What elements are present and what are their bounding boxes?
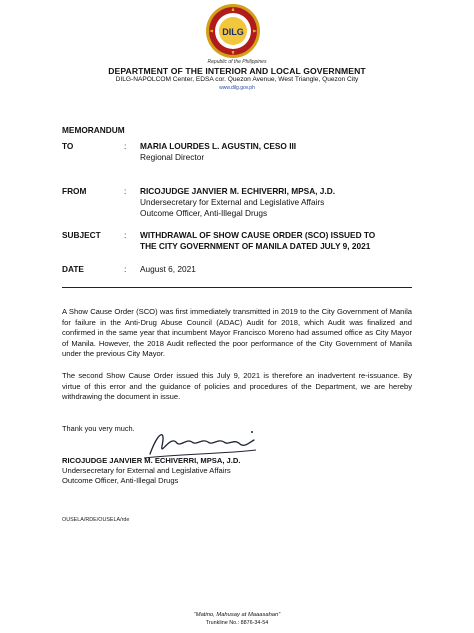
date-value: August 6, 2021 xyxy=(140,264,196,274)
closing-line: Thank you very much. xyxy=(62,424,135,433)
subject-line-1: WITHDRAWAL OF SHOW CAUSE ORDER (SCO) ISSUED TO xyxy=(140,230,376,240)
date-label: DATE xyxy=(62,264,84,274)
logo-text: DILG xyxy=(222,27,244,37)
footer-motto: “Matino, Mahusay at Maaasahan” xyxy=(193,612,281,618)
subject-value xyxy=(140,230,440,252)
footer-trunkline: Trunkline No.: 8876-34-54 xyxy=(205,620,269,626)
signatory-name: RICOJUDGE JANVIER M. ECHIVERRI, MPSA, J.D. xyxy=(62,456,241,465)
body-paragraph-2: The second Show Cause Order issued this July 9, 2021 is therefore an inadvertent re-issuance. By virtue of this error and the guidance of policies and procedures of the Department, we are hereby withdrawing the document in issue. xyxy=(62,371,412,402)
to-label: TO xyxy=(62,141,74,151)
from-label: FROM xyxy=(62,186,87,196)
republic-line: Republic of the Philippines xyxy=(207,59,267,65)
reference-initials: OUSELA/RDE/OUSELA/rde xyxy=(62,517,130,523)
website-link[interactable]: www.dilg.gov.ph xyxy=(219,85,255,91)
memo-title: MEMORANDUM xyxy=(62,125,125,135)
to-value xyxy=(140,141,400,163)
colon: : xyxy=(124,186,127,196)
colon: : xyxy=(124,141,127,151)
from-name: RICOJUDGE JANVIER M. ECHIVERRI, MPSA, J.D. xyxy=(140,186,336,196)
to-position: Regional Director xyxy=(140,152,205,162)
department-address: DILG-NAPOLCOM Center, EDSA cor. Quezon Avenue, West Triangle, Quezon City xyxy=(115,76,359,83)
separator-line xyxy=(62,287,412,288)
signatory-position-1: Undersecretary for External and Legislative Affairs xyxy=(62,466,231,475)
body-paragraph-1: A Show Cause Order (SCO) was first immediately transmitted in 2019 to the City Government of Manila for failure in the Anti-Drug Abuse Council (ADAC) Audit for 2018, which Audit was finalized and confirmed in the same year that incumbent Mayor Francisco Moreno had assumed office as City Mayor of Manila. However, the 2018 Audit reflected the poor performance of the City Government of Manila under the previous City Mayor. xyxy=(62,307,412,359)
colon: : xyxy=(124,230,127,240)
from-position-2: Outcome Officer, Anti-Illegal Drugs xyxy=(140,208,268,218)
from-value xyxy=(140,186,400,219)
to-name: MARIA LOURDES L. AGUSTIN, CESO III xyxy=(140,141,297,151)
dilg-seal-logo xyxy=(205,3,261,59)
subject-line-2: THE CITY GOVERNMENT OF MANILA DATED JULY 9, 2021 xyxy=(140,241,371,251)
signatory-block xyxy=(62,456,240,486)
subject-label: SUBJECT xyxy=(62,230,101,240)
from-position-1: Undersecretary for External and Legislative Affairs xyxy=(140,197,325,207)
colon: : xyxy=(124,264,127,274)
signatory-position-2: Outcome Officer, Anti-Illegal Drugs xyxy=(62,476,179,485)
department-name: DEPARTMENT OF THE INTERIOR AND LOCAL GOVERNMENT xyxy=(108,66,366,76)
